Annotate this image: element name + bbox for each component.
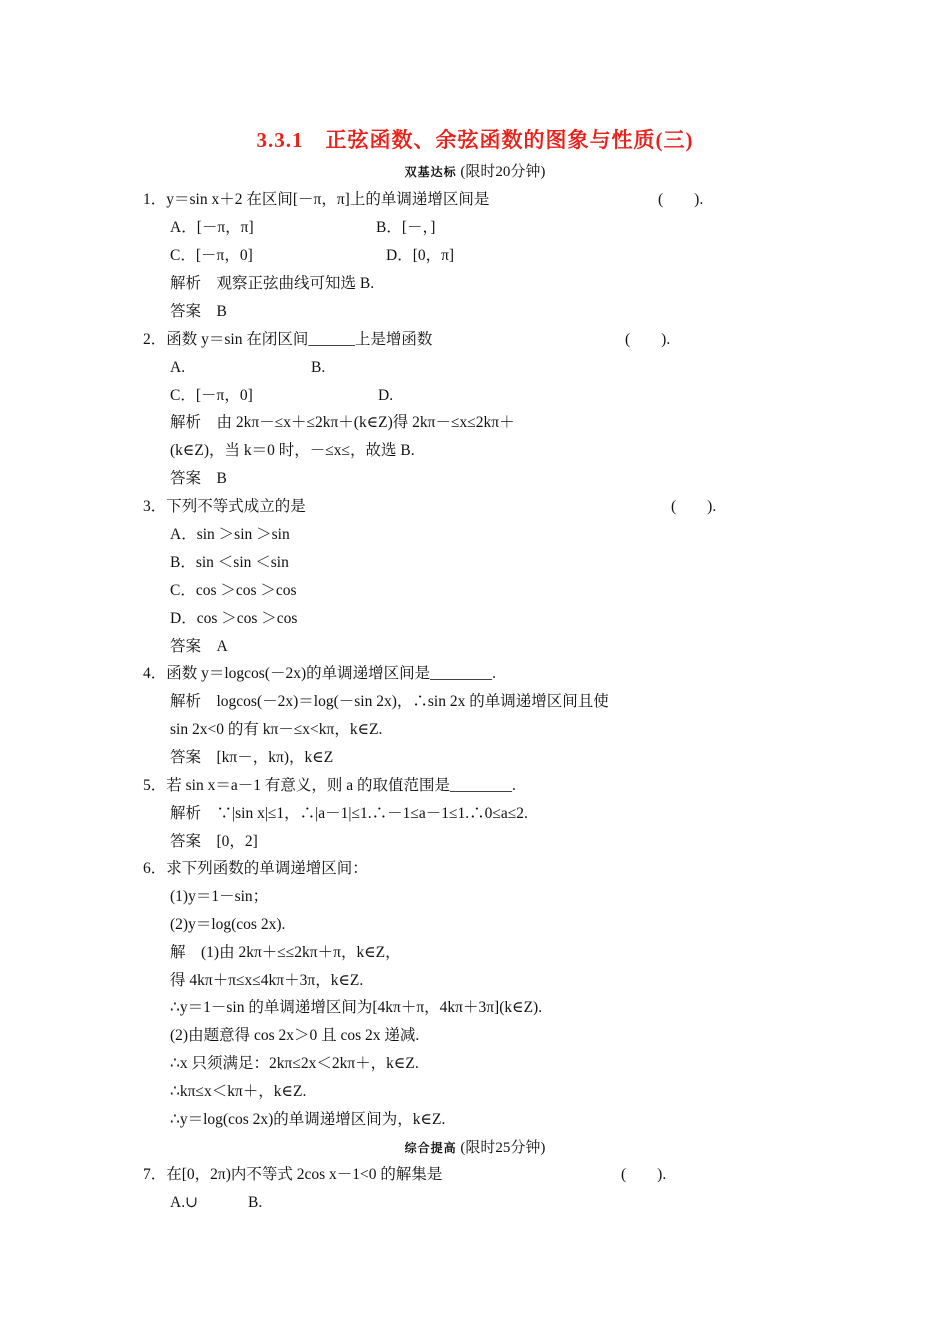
answer-blank-2: ( ). bbox=[625, 331, 671, 348]
option-a: A. bbox=[170, 359, 186, 376]
option-a: A．sin ＞sin ＞sin bbox=[170, 526, 290, 543]
answer: 答案 B bbox=[170, 470, 227, 487]
solution-line: ∴kπ≤x＜kπ＋，k∈Z. bbox=[170, 1083, 307, 1100]
question-3: 3．下列不等式成立的是 bbox=[143, 498, 306, 515]
question-7: 7．在[0，2π)内不等式 2cos x－1<0 的解集是 bbox=[143, 1166, 443, 1183]
page-title: 3.3.1 正弦函数、余弦函数的图象与性质(三) bbox=[256, 128, 694, 152]
sub-question-2: (2)y＝log(cos 2x). bbox=[170, 916, 286, 933]
option-b: B. bbox=[248, 1194, 263, 1211]
solution-line: (2)由题意得 cos 2x＞0 且 cos 2x 递减. bbox=[170, 1027, 420, 1044]
answer-blank-3: ( ). bbox=[671, 498, 717, 515]
question-4: 4．函数 y＝logcos(－2x)的单调递增区间是________. bbox=[143, 665, 497, 682]
answer: 答案 [kπ－，kπ)，k∈Z bbox=[170, 749, 334, 766]
analysis-cont: sin 2x<0 的有 kπ－≤x<kπ，k∈Z. bbox=[170, 721, 383, 738]
answer: 答案 B bbox=[170, 303, 227, 320]
option-b: B．sin ＜sin ＜sin bbox=[170, 554, 289, 571]
solution-line: ∴y＝1－sin 的单调递增区间为[4kπ＋π，4kπ＋3π](k∈Z). bbox=[170, 999, 543, 1016]
option-b: B．[－，] bbox=[376, 219, 436, 236]
option-c: C．cos ＞cos ＞cos bbox=[170, 582, 297, 599]
question-1: 1．y＝sin x＋2 在区间[－π，π]上的单调递增区间是 bbox=[143, 191, 490, 208]
solution: 解 (1)由 2kπ＋≤≤2kπ＋π，k∈Z， bbox=[170, 944, 401, 961]
option-b: B. bbox=[311, 359, 326, 376]
option-c: C．[－π，0] bbox=[170, 247, 253, 264]
solution-line: ∴y＝log(cos 2x)的单调递增区间为，k∈Z. bbox=[170, 1111, 446, 1128]
section-time: (限时20分钟) bbox=[460, 164, 546, 180]
answer: 答案 A bbox=[170, 638, 228, 655]
analysis: 解析 由 2kπ－≤x＋≤2kπ＋(k∈Z)得 2kπ－≤x≤2kπ＋ bbox=[170, 414, 515, 431]
solution-line: ∴x 只须满足：2kπ≤2x＜2kπ＋，k∈Z. bbox=[170, 1055, 419, 1072]
question-5: 5．若 sin x＝a－1 有意义，则 a 的取值范围是________. bbox=[143, 777, 516, 794]
analysis: 解析 观察正弦曲线可知选 B. bbox=[170, 275, 375, 292]
answer-blank-1: ( ). bbox=[658, 191, 704, 208]
option-a: A.∪ bbox=[170, 1194, 199, 1211]
option-d: D．cos ＞cos ＞cos bbox=[170, 610, 298, 627]
solution-line: 得 4kπ＋π≤x≤4kπ＋3π，k∈Z. bbox=[170, 972, 364, 989]
option-d: D. bbox=[378, 387, 394, 404]
answer-blank-7: ( ). bbox=[621, 1166, 667, 1183]
section-header-advanced bbox=[0, 1136, 950, 1157]
question-2: 2．函数 y＝sin 在闭区间______上是增函数 bbox=[143, 331, 433, 348]
sub-question-1: (1)y＝1－sin； bbox=[170, 888, 269, 905]
section-label: 综合提高 bbox=[404, 1141, 457, 1155]
option-d: D．[0，π] bbox=[386, 247, 455, 264]
section-time: (限时25分钟) bbox=[460, 1140, 546, 1156]
section-header-basic bbox=[0, 160, 950, 181]
analysis: 解析 logcos(－2x)＝log(－sin 2x)，∴sin 2x 的单调递增区间且使 bbox=[170, 693, 609, 710]
question-6: 6．求下列函数的单调递增区间： bbox=[143, 860, 368, 877]
option-c: C．[－π，0] bbox=[170, 387, 253, 404]
analysis-cont: (k∈Z)，当 k＝0 时，－≤x≤，故选 B. bbox=[170, 442, 415, 459]
option-a: A．[－π，π] bbox=[170, 219, 254, 236]
analysis: 解析 ∵|sin x|≤1，∴|a－1|≤1.∴－1≤a－1≤1.∴0≤a≤2. bbox=[170, 805, 528, 822]
section-label: 双基达标 bbox=[404, 165, 457, 179]
answer: 答案 [0，2] bbox=[170, 833, 258, 850]
